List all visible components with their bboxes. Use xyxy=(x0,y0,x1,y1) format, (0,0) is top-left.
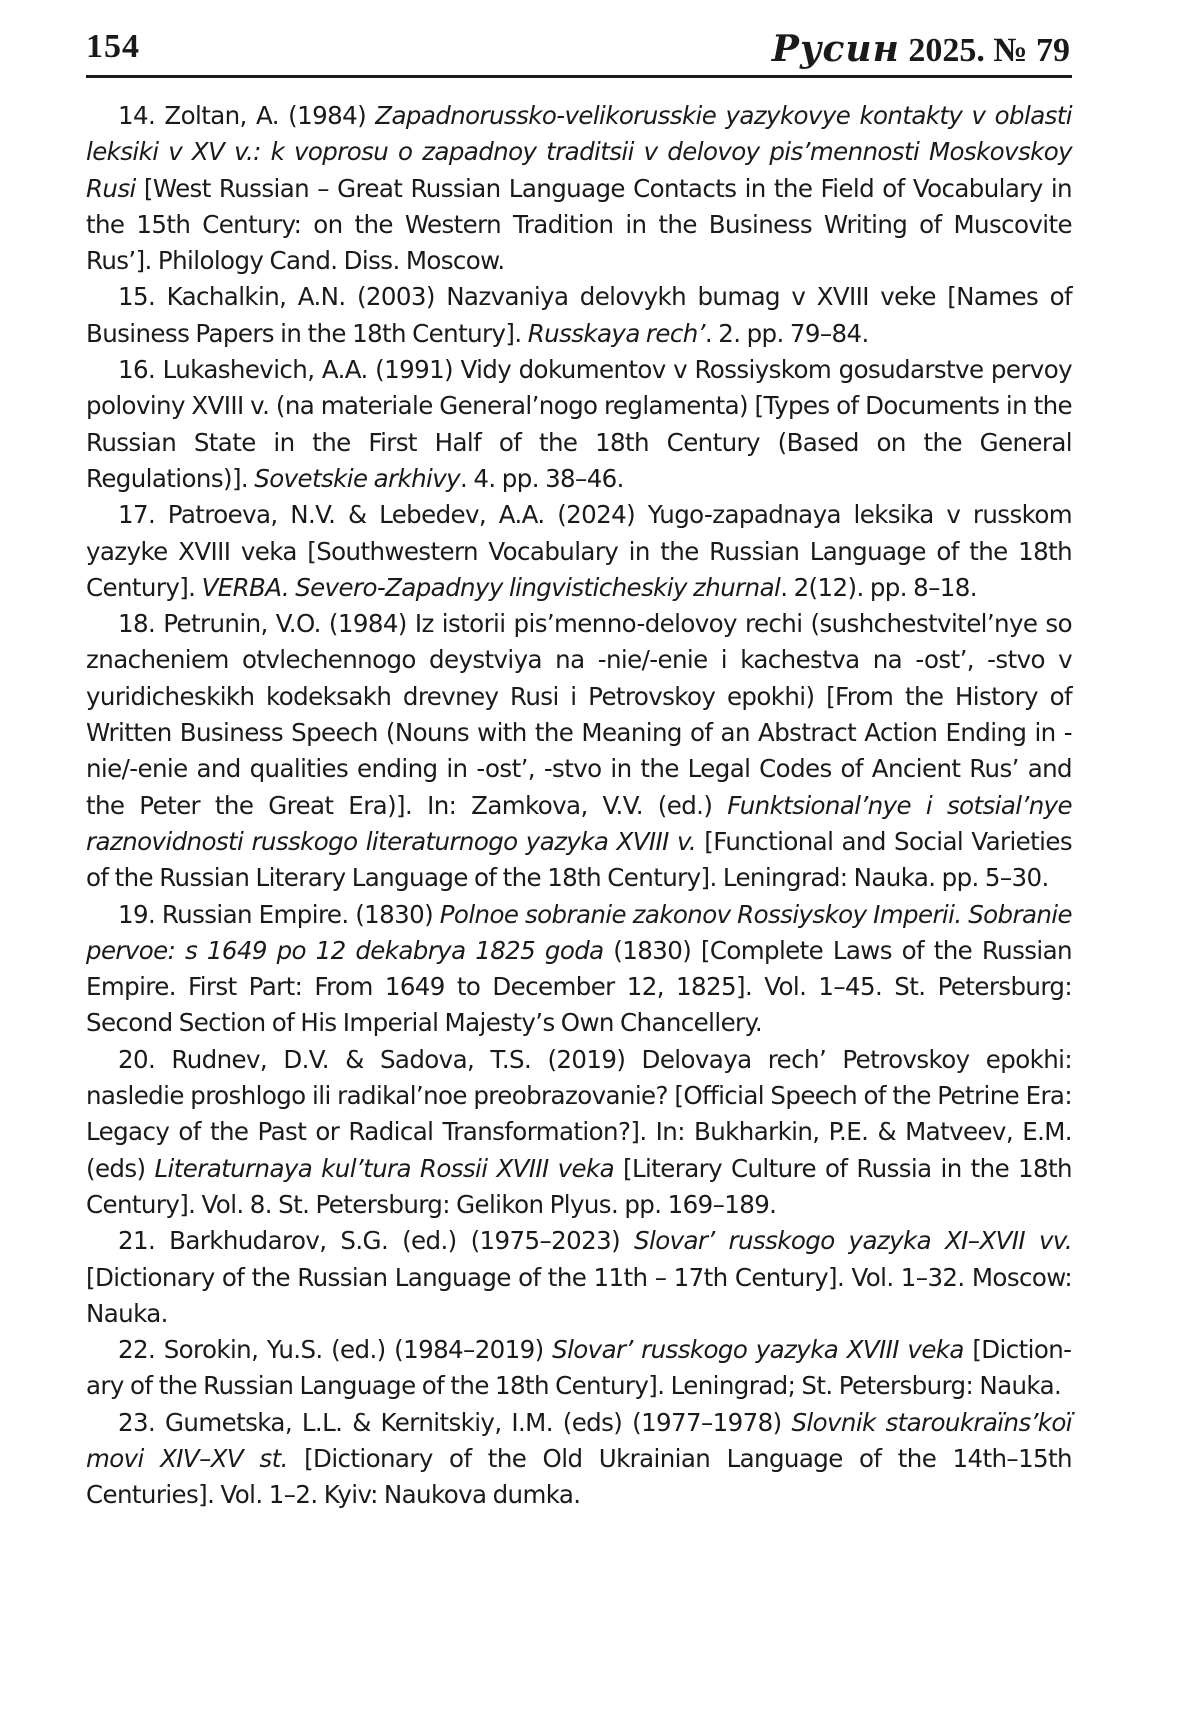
reference-text: Gumetska, L.L. & Kernitskiy, I.M. (eds) (1977–1978) xyxy=(165,1407,792,1437)
reference-text: . 2(12). pp. 8–18. xyxy=(780,572,977,602)
reference-text: [Dictionary of the Old Ukrainian Language of the 14th–15th Centuries]. Vol. 1–2. Kyiv: Naukova dumka. xyxy=(86,1443,1072,1510)
reference-item xyxy=(86,1223,1072,1332)
reference-number: 16. xyxy=(118,355,163,385)
reference-title: Funktsional’nye i sotsial’nye raznovidnosti russkogo literaturnogo yazyka XVIII v. xyxy=(86,790,1072,856)
reference-title: VERBA. Severo-Zapadnyy lingvisticheskiy zhurnal xyxy=(201,572,781,602)
reference-title: Zapadnorussko-velikorusskie yazykovye kontakty v oblasti leksiki v XV v.: k voprosu o zapadnoy traditsii v delovoy pis’mennosti Moskovskoy Rusi xyxy=(86,101,1072,203)
reference-number: 22. xyxy=(118,1335,164,1365)
reference-item xyxy=(86,1042,1072,1223)
reference-text: (1830) [Complete Laws of the Russian Empire. First Part: From 1649 to December 12, 1825]. Vol. 1–45. St. Petersburg: Second Section of His Imperial Majesty’s Own Chancellery. xyxy=(86,935,1072,1038)
reference-item xyxy=(86,897,1072,1042)
reference-title: Russkaya rech’ xyxy=(527,318,705,348)
reference-text: Lukashevich, A.A. (1991) Vidy dokumentov v Rossiyskom gosudarstve pervoy poloviny XVIII v. (na materiale General’nogo reglamenta) [Types of Documents in the Russian State in the First Half of the 18th Century (Based on the General Regulations)]. xyxy=(86,355,1072,493)
reference-item xyxy=(86,352,1072,497)
reference-number: 15. xyxy=(118,282,167,312)
reference-title: Sovetskie arkhivy xyxy=(254,463,461,493)
reference-text: Sorokin, Yu.S. (ed.) (1984–2019) xyxy=(163,1335,553,1365)
reference-text: . 2. pp. 79–84. xyxy=(704,318,869,348)
reference-number: 21. xyxy=(118,1226,170,1256)
reference-text: [Dictionary of the Russian Language of the 11th – 17th Century]. Vol. 1–32. Moscow: Nauka. xyxy=(86,1262,1072,1328)
reference-title: Literaturnaya kul’tura Rossii XVIII veka xyxy=(154,1153,615,1183)
issue-label: 2025. № 79 xyxy=(908,32,1070,69)
reference-text: Kachalkin, A.N. (2003) Nazvaniya delovykh bumag v XVIII veke [Names of Business Papers in the 18th Century]. xyxy=(86,282,1072,348)
reference-title: Slovar’ russkogo yazyka XVIII veka xyxy=(552,1335,964,1365)
header-rule xyxy=(86,75,1072,78)
reference-text: Zoltan, A. (1984) xyxy=(164,101,376,130)
reference-number: 14. xyxy=(118,101,165,130)
reference-text: [Literary Culture of Russia in the 18th Century]. Vol. 8. St. Petersburg: Gelikon Plyus. pp. 169–189. xyxy=(86,1153,1072,1219)
reference-item xyxy=(86,279,1072,352)
page-header xyxy=(86,22,1070,78)
page-number: 154 xyxy=(86,28,140,65)
reference-text: [Dictionary of the Russian Language of the 18th Century]. Leningrad; St. Petersburg: Nauka. xyxy=(86,1335,1072,1401)
reference-number: 19. xyxy=(118,899,162,929)
reference-number: 20. xyxy=(118,1044,172,1074)
reference-text: Rudnev, D.V. & Sadova, T.S. (2019) Delovaya rech’ Petrovskoy epokhi: nasledie proshlogo ili radikal’noe preobrazovanie? [Official Speech of the Petrine Era: Legacy of the Past or Radical Transformation?]. In: Bukharkin, P.E. & Matveev, E.M. (eds) xyxy=(86,1044,1072,1183)
reference-text: [Functional and Social Varieties of the Russian Literary Language of the 18th Century]. Leningrad: Nauka. pp. 5–30. xyxy=(86,826,1072,893)
reference-title: Slovnik staroukraïns’koï movi XIV–XV st. xyxy=(86,1407,1072,1473)
reference-text: Petrunin, V.O. (1984) Iz istorii pis’menno-delovoy rechi (sushchestvitel’nye so znacheniem otvlechennogo deystviya na -nie/-enie i kachestva na -ost’, -stvo v yuridicheskikh kodeksakh drevney Rusi i Petrovskoy epokhi) [From the History of Written Business Speech (Nouns with the Meaning of an Abstract Action Ending in -nie/-enie and qualities ending in -ost’, -stvo in the Legal Codes of Ancient Rus’ and the Peter the Great Era)]. In: Zamkova, V.V. (ed.) xyxy=(86,609,1072,820)
journal-name: Русин xyxy=(771,28,900,70)
reference-item xyxy=(86,606,1072,896)
reference-text: . 4. pp. 38–46. xyxy=(460,463,624,493)
reference-text: Patroeva, N.V. & Lebedev, A.A. (2024) Yugo-zapadnaya leksika v russkom yazyke XVIII veka [Southwestern Vocabulary in the Russian Language of the 18th Century]. xyxy=(86,500,1072,602)
reference-item xyxy=(86,1405,1072,1514)
reference-item xyxy=(86,497,1072,606)
reference-list xyxy=(86,98,1072,1514)
reference-number: 17. xyxy=(118,500,168,530)
reference-title: Slovar’ russkogo yazyka XI–XVII vv. xyxy=(634,1226,1073,1256)
reference-item xyxy=(86,1332,1072,1405)
reference-text: [West Russian – Great Russian Language Contacts in the Field of Vocabulary in the 15th Century: on the Western Tradition in the Business Writing of Muscovite Rus’]. Philology Cand. Diss. Moscow. xyxy=(86,173,1072,276)
reference-item xyxy=(86,98,1072,279)
running-head xyxy=(772,28,1070,70)
reference-number: 18. xyxy=(118,609,164,639)
reference-title: Polnoe sobranie zakonov Rossiyskoy Imperii. Sobranie pervoe: s 1649 po 12 dekabrya 1825 goda xyxy=(86,899,1072,965)
reference-number: 23. xyxy=(118,1407,166,1437)
reference-text: Russian Empire. (1830) xyxy=(161,899,440,929)
reference-text: Barkhudarov, S.G. (ed.) (1975–2023) xyxy=(169,1226,635,1256)
